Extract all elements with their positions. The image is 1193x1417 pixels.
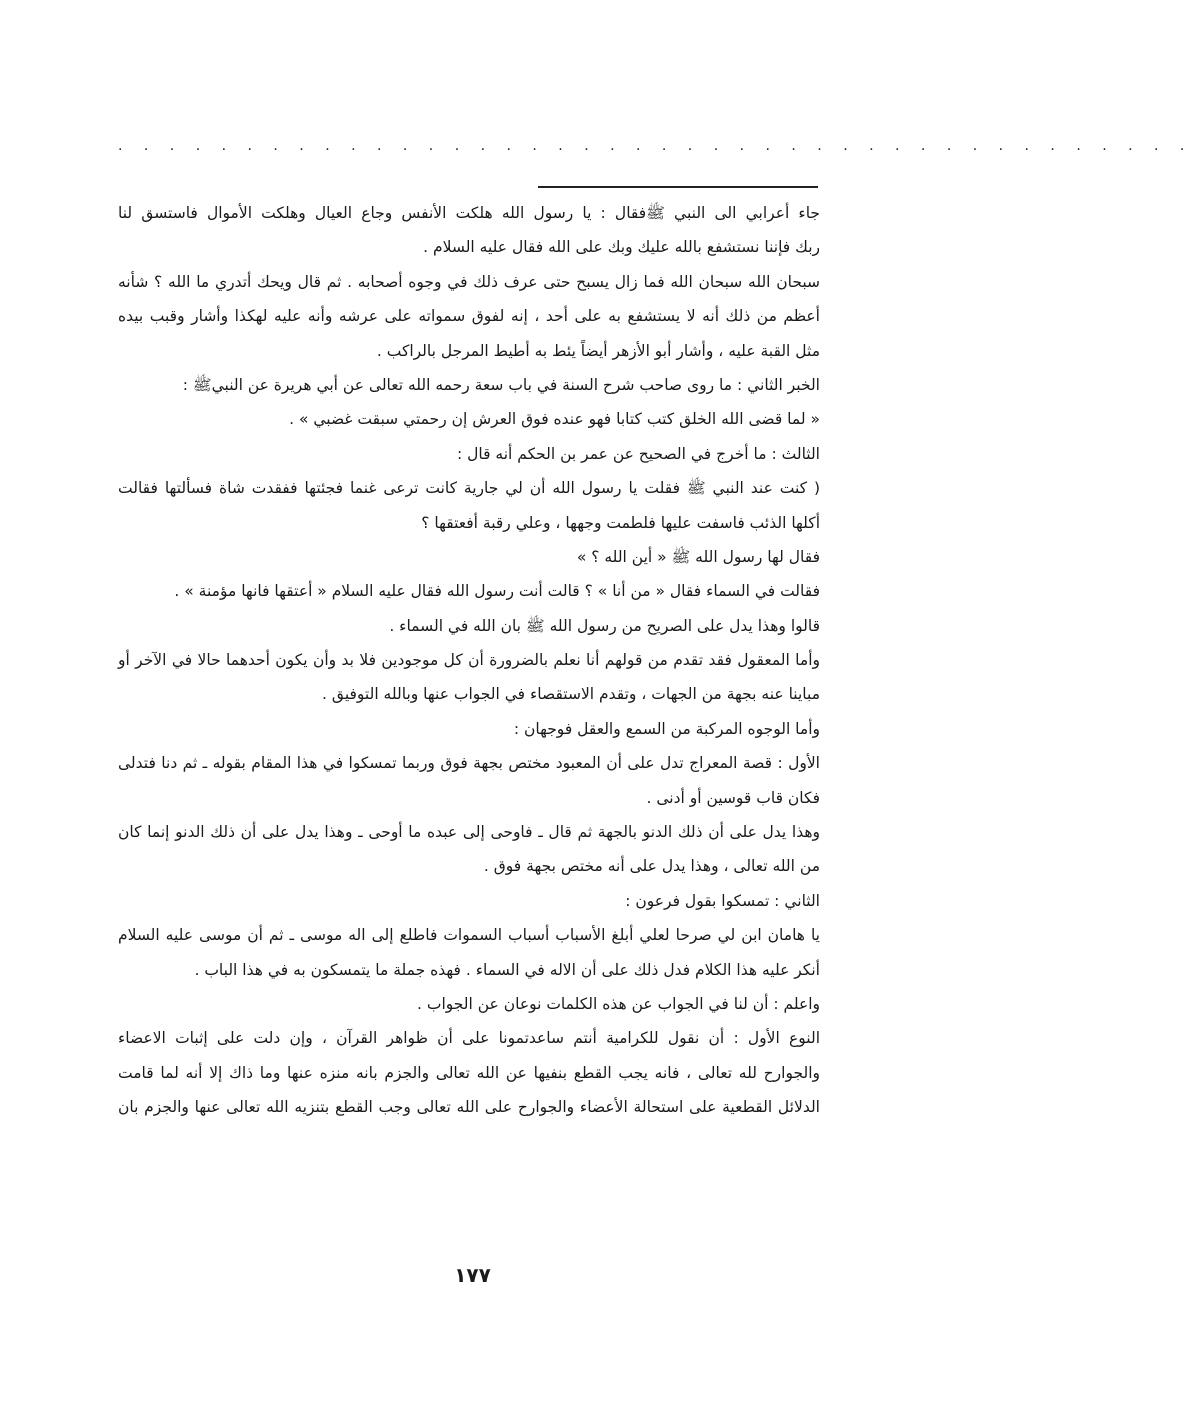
text-line: من الله تعالى ، وهذا يدل على أنه مختص بجهة فوق . (483, 857, 820, 876)
text-line: أنكر عليه هذا الكلام فدل ذلك على أن الاله في السماء . فهذه جملة ما يتمسكون به في هذا الباب . (194, 960, 820, 979)
text-line: وأما الوجوه المركبة من السمع والعقل فوجهان : (513, 719, 820, 738)
text-line: فقالت في السماء فقال « من أنا » ؟ قالت أنت رسول الله فقال عليه السلام « أعتقها فانها مؤمنة » . (174, 582, 820, 601)
text-line: مثل القبة عليه ، وأشار أبو الأزهر أيضاً يئط به أطيط المرجل بالراكب . (376, 341, 820, 360)
text-line: أكلها الذئب فاسفت عليها فلطمت وجهها ، وعلي رقبة أفعتقها ؟ (421, 513, 820, 532)
text-line: أعظم من ذلك أنه لا يستشفع به على أحد ، إنه لفوق سمواته على عرشه وأنه عليه لهكذا وأشار وقبب بيده (118, 307, 820, 326)
text-line: الثاني : تمسكوا بقول فرعون : (625, 891, 820, 910)
text-line: فقال لها رسول الله ﷺ « أين الله ؟ » (576, 547, 820, 566)
text-line: ربك فإننا نستشفع بالله عليك وبك على الله فقال عليه السلام . (423, 238, 820, 257)
text-line: « لما قضى الله الخلق كتب كتابا فهو عنده فوق العرش إن رحمتي سبقت غضبي » . (289, 410, 820, 429)
text-line: الأول : قصة المعراج تدل على أن المعبود مختص بجهة فوق وربما تمسكوا في هذا المقام بقوله ـ ثم دنا فتدلى (118, 754, 820, 773)
text-line: الدلائل القطعية على استحالة الأعضاء والجوارح على الله تعالى وجب القطع بتنزيه الله تعالى عنها والجزم بان (118, 1098, 820, 1117)
horizontal-rule (538, 186, 818, 188)
text-line: واعلم : أن لنا في الجواب عن هذه الكلمات نوعان عن الجواب . (417, 994, 820, 1013)
text-line: جاء أعرابي الى النبي ﷺفقال : يا رسول الله هلكت الأنفس وجاع العيال وهلكت الأموال فاستسق لنا (118, 204, 820, 222)
text-line: فكان قاب قوسين أو أدنى . (646, 788, 820, 807)
text-line: قالوا وهذا يدل على الصريح من رسول الله ﷺ بان الله في السماء . (389, 616, 820, 635)
text-line: والجوارح لله تعالى ، فانه يجب القطع بنفيها عن الله تعالى والجزم بانه منزه عنها وما ذاك إلا أنه لما قامت (118, 1063, 820, 1082)
text-line: وأما المعقول فقد تقدم من قولهم أنا نعلم بالضرورة أن كل موجودين فلا بد وأن يكون أحدهما حالا في الآخر أو (118, 651, 820, 670)
body-text (118, 196, 820, 1125)
page-number: ١٧٧ (454, 1263, 491, 1287)
text-line: وهذا يدل على أن ذلك الدنو بالجهة ثم قال ـ فاوحى إلى عبده ما أوحى ـ وهذا يدل على أن ذلك الدنو إنما كان (118, 823, 820, 842)
text-line: الخبر الثاني : ما روى صاحب شرح السنة في باب سعة رحمه الله تعالى عن أبي هريرة عن النبيﷺ : (182, 375, 820, 394)
dotted-separator: . . . . . . . . . . . . . . . . . . . . . . . . . . . . . . . . . . . . . . . . . . (118, 138, 1193, 154)
text-line: ( كنت عند النبي ﷺ فقلت يا رسول الله أن لي جارية كانت ترعى غنما فجئتها ففقدت شاة فسألتها فقالت (118, 479, 820, 498)
text-line: النوع الأول : أن نقول للكرامية أنتم ساعدتمونا على أن ظواهر القرآن ، وإن دلت على إثبات الاعضاء (118, 1029, 820, 1048)
text-line: الثالث : ما أخرج في الصحيح عن عمر بن الحكم أنه قال : (456, 444, 820, 463)
text-line: مباينا عنه بجهة من الجهات ، وتقدم الاستقصاء في الجواب عنها وبالله التوفيق . (322, 685, 820, 704)
text-line: يا هامان ابن لي صرحا لعلي أبلغ الأسباب أسباب السموات فاطلع إلى اله موسى ـ ثم أن موسى عليه السلام (118, 926, 820, 945)
text-line: سبحان الله سبحان الله فما زال يسبح حتى عرف ذلك في وجوه أصحابه . ثم قال ويحك أتدري ما الله ؟ شأنه (118, 272, 820, 291)
